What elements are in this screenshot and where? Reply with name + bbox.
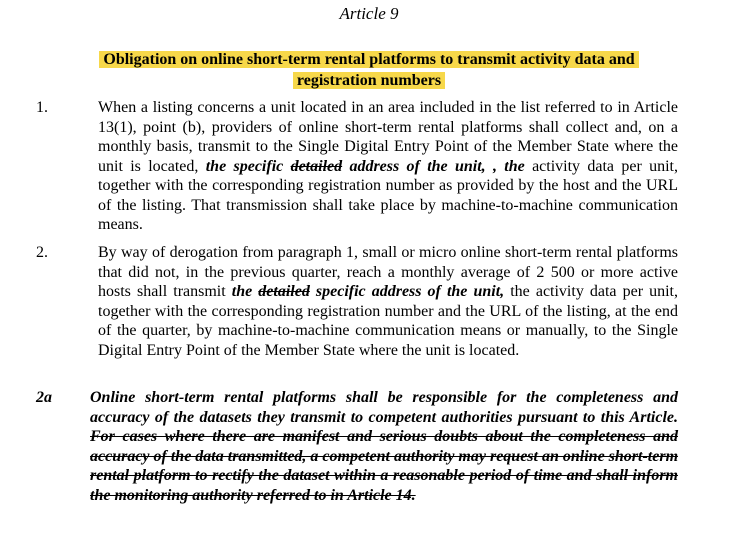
article-title-line-1: Obligation on online short-term rental platforms to transmit activity data and (99, 51, 638, 68)
text-segment: the activity data per unit, together with the corresponding registration number and the URL of the listing, at the end of the quarter, by machine-to-machine communication means or manually, to the Single Digital Entry Point of the Member State where the unit is located. (98, 283, 678, 359)
deleted-text: detailed (258, 283, 310, 300)
paragraph-text (98, 98, 678, 235)
inserted-text: the specific (205, 157, 291, 175)
text-segment: By way of derogation from paragraph 1, small or micro online short-term rental platforms that did not, in the previous quarter, reach a monthly average of 2 500 or more active hosts shall transmit (98, 244, 678, 300)
article-number: Article 9 (339, 4, 399, 23)
inserted-text: specific address of the unit, (309, 283, 505, 300)
text-segment: activity data per unit, together with the corresponding registration number as provided by the host and the URL of the listing. That transmission shall take place by machine-to-machine communication means. (98, 157, 678, 233)
article-title (0, 49, 738, 91)
inserted-text: Online short-term rental platforms shall be responsible for the completeness and accuracy of the datasets they transmit to competent authorities pursuant to this Article. (90, 389, 678, 426)
deleted-text: detailed (290, 157, 343, 175)
article-title-line-2: registration numbers (293, 72, 445, 89)
paragraph-text (90, 388, 678, 505)
text-segment: When a listing concerns a unit located in an area included in the list referred to in Article 13(1), point (b), providers of online short-term rental platforms shall collect and, on a monthly basis, transmit to the Single Digital Entry Point of the Member State where the unit is located, (98, 99, 678, 175)
inserted-text: the (231, 283, 259, 300)
inserted-text: address of the unit, , the (342, 157, 525, 175)
paragraph-text (98, 243, 678, 360)
paragraph-number: 2. (36, 244, 48, 261)
paragraph-number: 1. (36, 99, 48, 116)
deleted-text: For cases where there are manifest and serious doubts about the completeness and accuracy of the data transmitted, a competent authority may request an online short-term rental platform to rectify the dataset within a reasonable period of time and shall inform the monitoring authority referred to in Article 14. (90, 428, 679, 504)
paragraph-number: 2a (36, 389, 52, 406)
